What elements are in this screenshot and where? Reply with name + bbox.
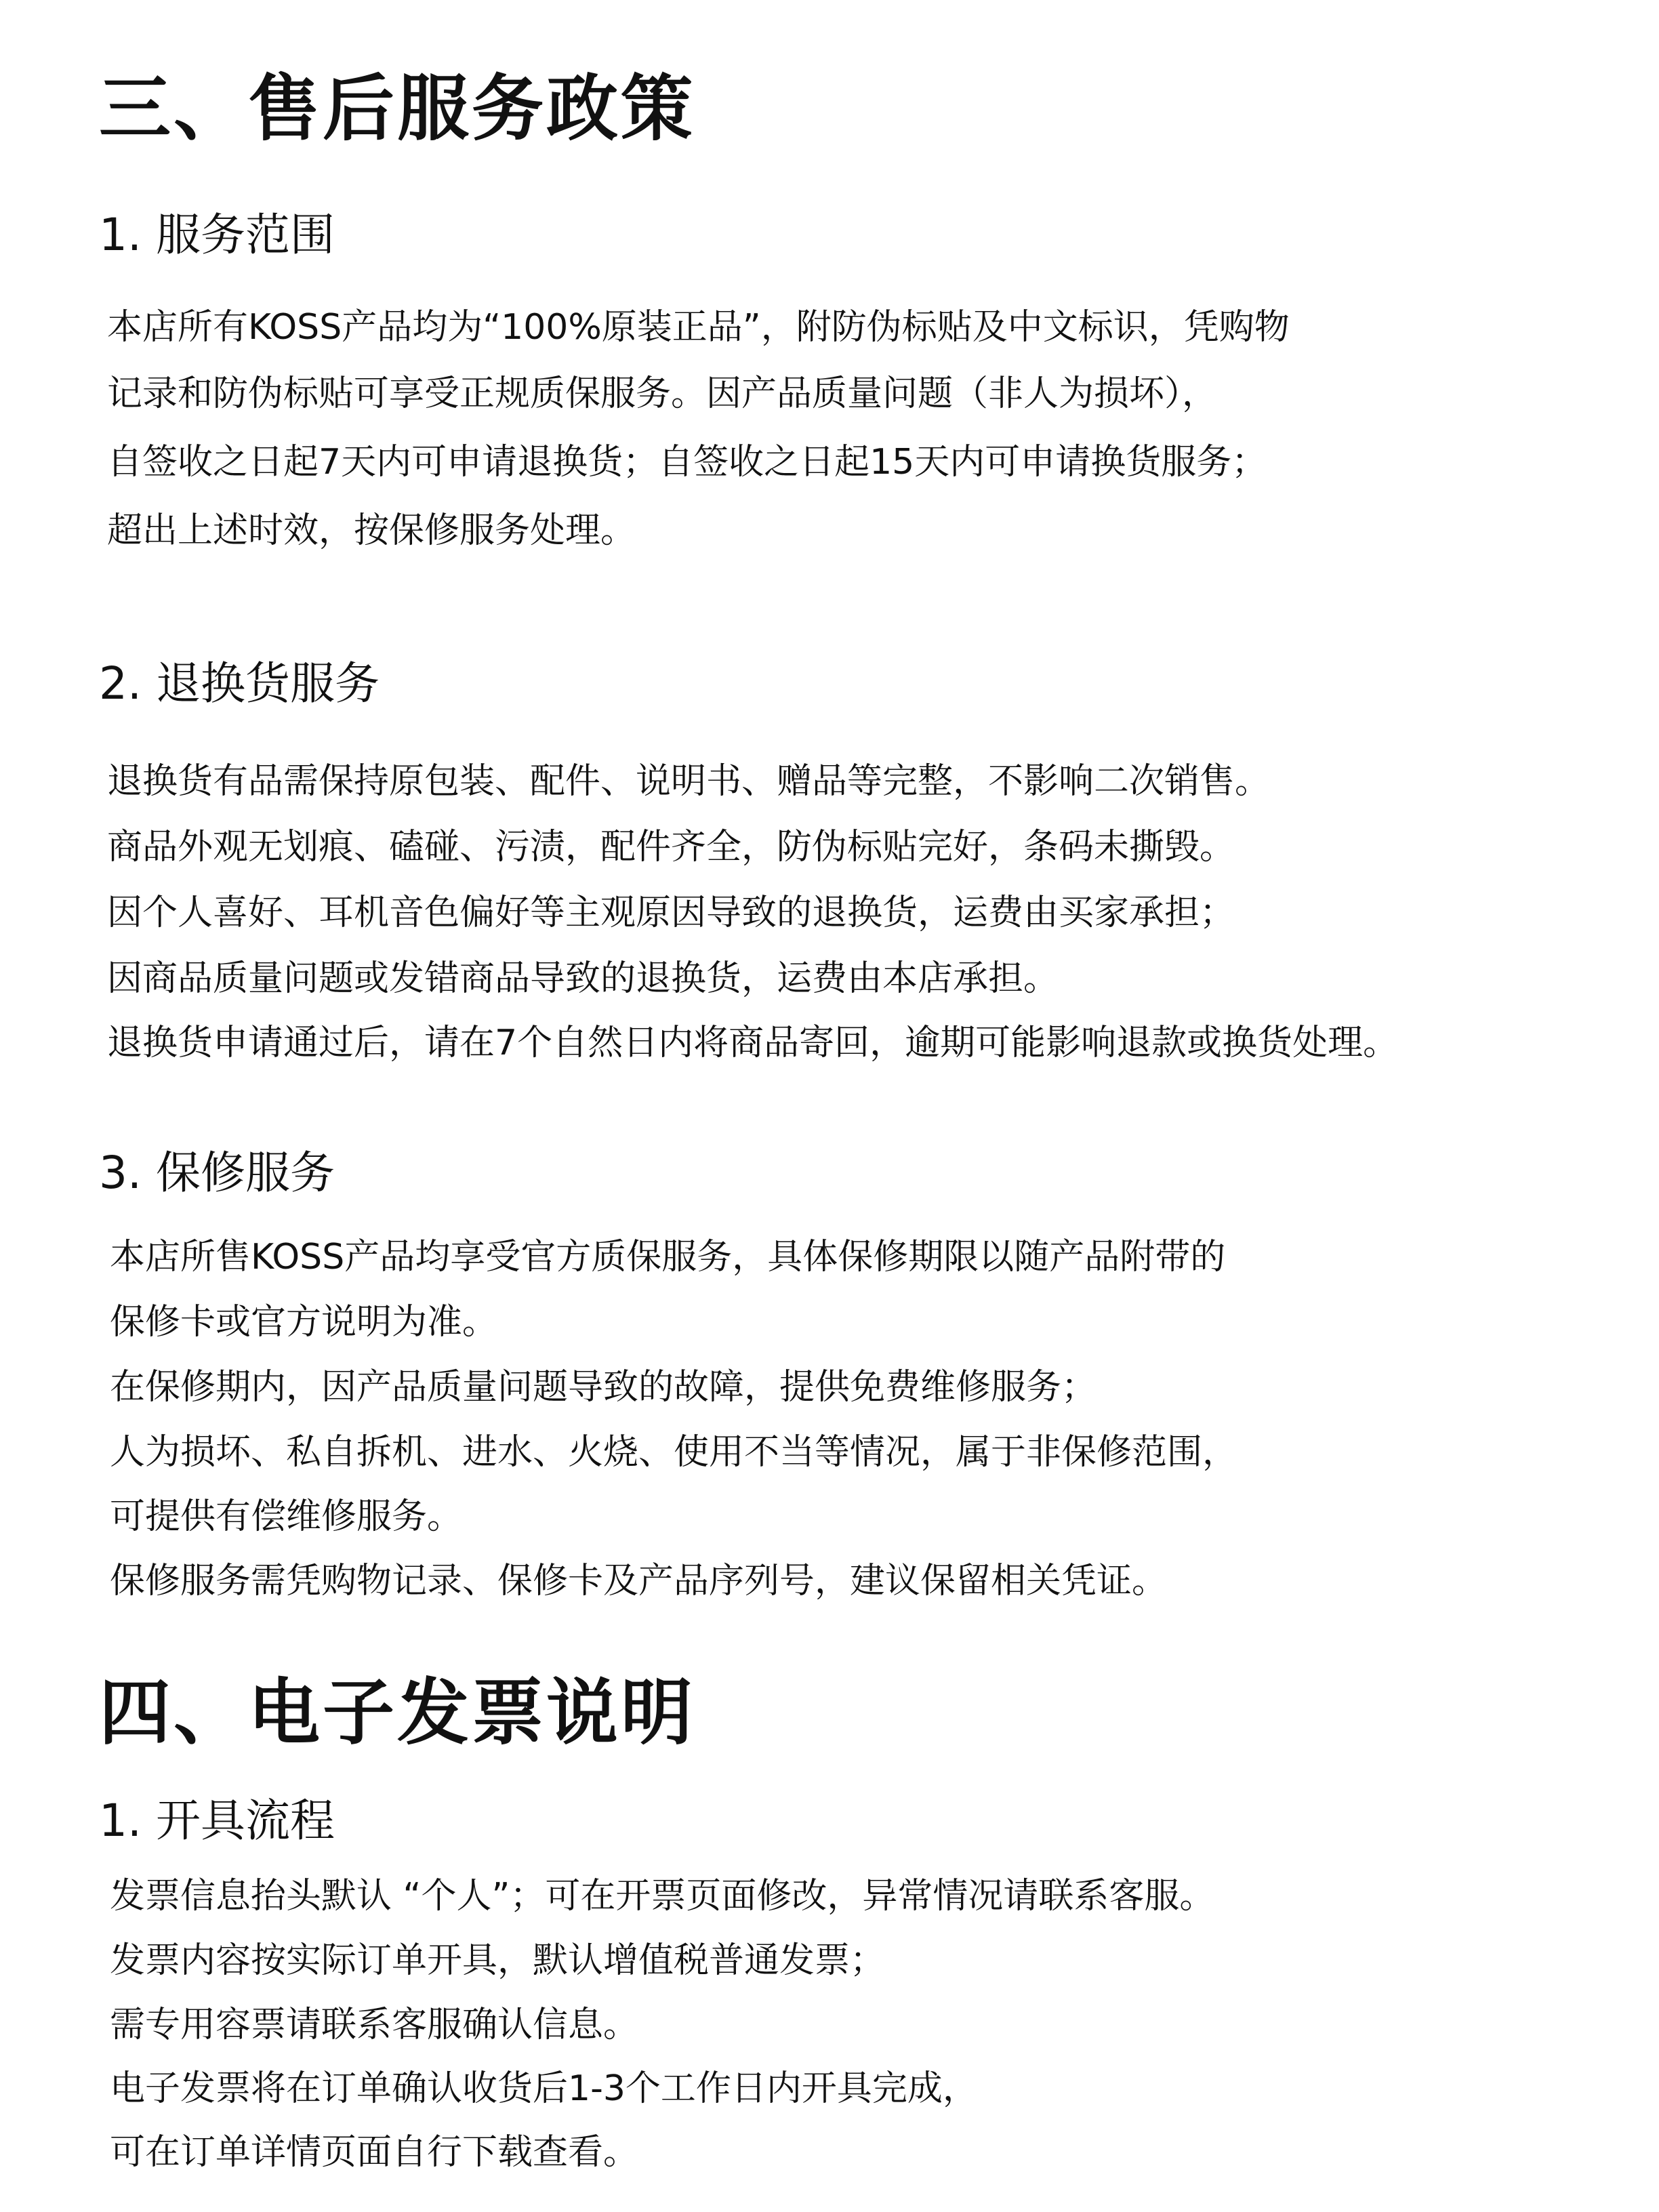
invoice-process-line: 可在订单详情页面自行下载查看。 xyxy=(110,2132,639,2173)
heading-warranty: 3. 保修服务 xyxy=(99,1147,335,1199)
heading-invoice-process: 1. 开具流程 xyxy=(99,1795,335,1847)
section-title-after-sales: 三、售后服务政策 xyxy=(99,67,695,150)
warranty-line: 在保修期内，因产品质量问题导致的故障，提供免费维修服务； xyxy=(110,1367,1097,1408)
warranty-line: 保修卡或官方说明为准。 xyxy=(110,1302,498,1343)
warranty-line: 人为损坏、私自拆机、进水、火烧、使用不当等情况，属于非保修范围， xyxy=(110,1432,1238,1473)
service-scope-line: 本店所有KOSS产品均为“100%原装正品”，附防伪标贴及中文标识，凭购物 xyxy=(107,307,1290,348)
returns-line: 退换货申请通过后，请在7个自然日内将商品寄回，逾期可能影响退款或换货处理。 xyxy=(107,1023,1399,1063)
invoice-process-line: 发票内容按实际订单开具，默认增值税普通发票； xyxy=(110,1940,886,1981)
invoice-process-line: 发票信息抬头默认 “个人”；可在开票页面修改，异常情况请联系客服。 xyxy=(110,1876,1215,1917)
service-scope-line: 超出上述时效，按保修服务处理。 xyxy=(107,510,636,551)
returns-line: 因个人喜好、耳机音色偏好等主观原因导致的退换货，运费由买家承担； xyxy=(107,893,1235,933)
invoice-process-line: 电子发票将在订单确认收货后1-3个工作日内开具完成， xyxy=(110,2068,978,2109)
warranty-line: 保修服务需凭购物记录、保修卡及产品序列号，建议保留相关凭证。 xyxy=(110,1561,1168,1601)
warranty-line: 本店所售KOSS产品均享受官方质保服务，具体保修期限以随产品附带的 xyxy=(110,1237,1226,1277)
returns-line: 因商品质量问题或发错商品导致的退换货，运费由本店承担。 xyxy=(107,958,1059,999)
invoice-process-line: 需专用容票请联系客服确认信息。 xyxy=(110,2005,639,2045)
heading-service-scope: 1. 服务范围 xyxy=(99,209,335,261)
section-title-e-invoice: 四、电子发票说明 xyxy=(99,1671,695,1755)
service-scope-line: 记录和防伪标贴可享受正规质保服务。因产品质量问题（非人为损坏）， xyxy=(107,373,1218,414)
returns-line: 商品外观无划痕、磕碰、污渍，配件齐全，防伪标贴完好，条码未撕毁。 xyxy=(107,827,1235,867)
service-scope-line: 自签收之日起7天内可申请退换货；自签收之日起15天内可申请换货服务； xyxy=(107,442,1267,483)
returns-line: 退换货有品需保持原包装、配件、说明书、赠品等完整，不影响二次销售。 xyxy=(107,761,1271,802)
heading-returns: 2. 退换货服务 xyxy=(99,657,380,710)
warranty-line: 可提供有偿维修服务。 xyxy=(110,1496,463,1537)
